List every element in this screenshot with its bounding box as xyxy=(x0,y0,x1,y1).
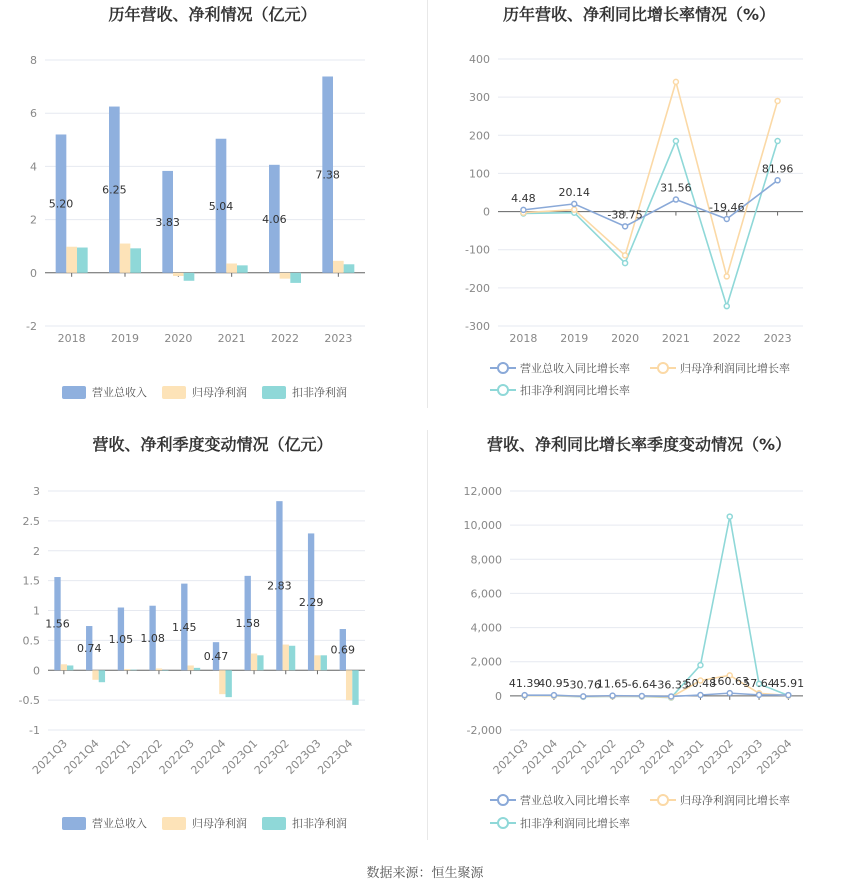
data-label: 4.06 xyxy=(262,212,287,226)
x-tick-label: 2022Q2 xyxy=(578,736,619,777)
x-tick-label: 2021Q4 xyxy=(61,736,102,777)
x-tick-label: 2023 xyxy=(324,332,353,345)
y-tick-label: 1 xyxy=(33,604,40,618)
x-tick-label: 2021 xyxy=(217,332,246,345)
y-tick-label: 300 xyxy=(469,91,490,105)
series-point xyxy=(757,692,762,697)
y-tick-label: -300 xyxy=(465,320,490,333)
series-point xyxy=(639,693,644,698)
data-label: 4.48 xyxy=(511,191,536,205)
bar-deducted-profit xyxy=(194,668,200,670)
legend-swatch xyxy=(162,817,186,830)
series-line-deducted-profit xyxy=(525,517,789,698)
x-tick-label: 2023Q4 xyxy=(315,736,356,777)
bar-parent-profit xyxy=(219,670,225,694)
bar-parent-profit xyxy=(280,273,291,279)
bar-parent-profit xyxy=(66,247,77,273)
legend-label: 归母净利润 xyxy=(192,386,247,399)
y-tick-label: 0 xyxy=(33,664,40,678)
x-tick-label: 2022Q3 xyxy=(156,736,197,777)
legend-label: 扣非净利润 xyxy=(292,817,347,830)
series-point xyxy=(623,261,628,266)
y-tick-label: 6 xyxy=(30,107,37,121)
legend-swatch xyxy=(62,386,86,399)
quarterly-growth-line-chart xyxy=(428,425,850,850)
bar-deducted-profit xyxy=(184,273,195,281)
series-point xyxy=(673,79,678,84)
data-label: 81.96 xyxy=(761,162,794,176)
y-tick-label: -2 xyxy=(26,320,37,333)
x-tick-label: 2022Q4 xyxy=(188,736,229,777)
legend-label: 归母净利润 xyxy=(192,817,247,830)
legend-swatch xyxy=(62,817,86,830)
legend-label: 营业总收入 xyxy=(92,386,147,399)
data-label: 0.47 xyxy=(203,650,229,664)
bar-parent-profit xyxy=(187,665,193,670)
y-tick-label: 2.5 xyxy=(22,514,40,528)
bar-parent-profit xyxy=(346,670,352,700)
x-tick-label: 2023Q2 xyxy=(251,736,292,777)
y-tick-label: 0 xyxy=(30,266,37,280)
y-tick-label: -100 xyxy=(465,243,490,257)
y-tick-label: 200 xyxy=(469,129,490,143)
x-tick-label: 2023Q1 xyxy=(666,736,707,777)
y-tick-label: 8,000 xyxy=(470,553,502,567)
data-label: 0.74 xyxy=(76,642,102,656)
x-tick-label: 2018 xyxy=(509,332,538,345)
y-tick-label: 4 xyxy=(30,160,37,174)
data-label: 1.58 xyxy=(235,617,260,631)
data-label: 1.08 xyxy=(140,631,165,645)
legend-label: 归母净利润同比增长率 xyxy=(680,362,790,375)
series-point xyxy=(727,691,732,696)
data-label: 20.14 xyxy=(558,185,590,199)
x-tick-label: 2022Q2 xyxy=(125,736,166,777)
legend-label: 归母净利润同比增长率 xyxy=(680,794,790,807)
series-point xyxy=(724,304,729,309)
legend-label: 扣非净利润同比增长率 xyxy=(520,384,630,397)
x-tick-label: 2022Q1 xyxy=(93,736,134,777)
bar-deducted-profit xyxy=(237,265,248,272)
y-tick-label: 400 xyxy=(469,53,490,66)
bar-deducted-profit xyxy=(352,670,358,705)
legend-swatch xyxy=(162,386,186,399)
series-point xyxy=(581,694,586,699)
legend-label: 扣非净利润同比增长率 xyxy=(520,817,630,830)
legend-label: 营业总收入同比增长率 xyxy=(520,362,630,375)
series-line-parent-profit xyxy=(523,82,777,277)
y-tick-label: 4,000 xyxy=(470,621,502,635)
bar-deducted-profit xyxy=(321,655,327,670)
x-tick-label: 2018 xyxy=(57,332,86,345)
x-tick-label: 2022 xyxy=(712,332,741,345)
series-point xyxy=(786,693,791,698)
x-tick-label: 2023Q2 xyxy=(695,736,736,777)
y-tick-label: 8 xyxy=(30,54,37,67)
x-tick-label: 2023Q3 xyxy=(283,736,324,777)
x-tick-label: 2022Q4 xyxy=(637,736,678,777)
x-tick-label: 2022Q3 xyxy=(607,736,648,777)
y-tick-label: 100 xyxy=(469,167,490,181)
bar-deducted-profit xyxy=(130,670,136,671)
data-label: 41.39 xyxy=(508,677,541,691)
data-label: 1.05 xyxy=(108,632,134,646)
bar-deducted-profit xyxy=(162,670,168,671)
data-label: 50.48 xyxy=(684,676,717,690)
series-point xyxy=(521,207,526,212)
y-tick-label: -1 xyxy=(29,724,40,737)
series-point xyxy=(623,224,628,229)
data-label: 1.45 xyxy=(172,620,197,634)
y-tick-label: -0.5 xyxy=(18,694,40,708)
annual-growth-line-chart xyxy=(428,0,850,408)
bar-deducted-profit xyxy=(226,670,232,697)
x-tick-label: 2019 xyxy=(560,332,589,345)
bar-parent-profit xyxy=(173,273,184,276)
data-label: 40.95 xyxy=(538,677,570,691)
y-tick-label: 2,000 xyxy=(470,655,502,669)
annual-growth-line-chart-svg xyxy=(428,0,850,408)
legend-label: 营业总收入 xyxy=(92,817,147,830)
data-label: -36.33 xyxy=(653,678,689,692)
series-point xyxy=(673,139,678,144)
data-label: 3.83 xyxy=(155,215,180,229)
bar-parent-profit xyxy=(283,645,289,671)
series-point xyxy=(775,98,780,103)
chart-title: 历年营收、净利同比增长率情况（%） xyxy=(502,5,776,24)
series-point xyxy=(698,663,703,668)
legend-marker xyxy=(498,818,508,828)
bar-parent-profit xyxy=(251,654,257,671)
series-point xyxy=(610,693,615,698)
annual-bar-chart xyxy=(0,0,425,408)
quarterly-bar-chart xyxy=(0,425,425,850)
legend-marker xyxy=(498,363,508,373)
bar-parent-profit xyxy=(314,655,320,670)
bar-deducted-profit xyxy=(130,248,141,272)
series-point xyxy=(724,216,729,221)
series-point xyxy=(623,253,628,258)
x-tick-label: 2020 xyxy=(164,332,193,345)
bar-deducted-profit xyxy=(289,646,295,670)
data-label: 160.63 xyxy=(710,675,749,689)
annual-bar-chart-svg xyxy=(0,0,425,408)
data-label: 0.69 xyxy=(330,643,356,657)
y-tick-label: 12,000 xyxy=(463,485,502,498)
bar-deducted-profit xyxy=(257,655,263,670)
series-point xyxy=(724,274,729,279)
x-tick-label: 2023Q3 xyxy=(725,736,766,777)
bar-deducted-profit xyxy=(67,665,73,670)
series-point xyxy=(522,693,527,698)
series-point xyxy=(727,514,732,519)
x-tick-label: 2022 xyxy=(271,332,299,345)
y-tick-label: 2 xyxy=(30,213,37,227)
y-tick-label: -2,000 xyxy=(466,724,502,737)
series-point xyxy=(572,201,577,206)
series-point xyxy=(698,692,703,697)
legend-label: 扣非净利润 xyxy=(292,386,347,399)
y-tick-label: 2 xyxy=(33,544,40,558)
bar-parent-profit xyxy=(124,669,130,670)
x-tick-label: 2023 xyxy=(763,332,792,345)
bar-parent-profit xyxy=(333,261,344,273)
bar-parent-profit xyxy=(92,670,98,680)
data-label: 2.83 xyxy=(267,579,292,593)
y-tick-label: 6,000 xyxy=(470,587,502,601)
data-label: 5.04 xyxy=(208,199,234,213)
legend-marker xyxy=(498,795,508,805)
data-label: 6.25 xyxy=(102,183,127,197)
x-tick-label: 2021Q3 xyxy=(29,736,70,777)
x-tick-label: 2021Q3 xyxy=(490,736,531,777)
data-label: 31.56 xyxy=(660,181,692,195)
x-tick-label: 2023Q1 xyxy=(220,736,261,777)
x-tick-label: 2021Q4 xyxy=(520,736,561,777)
legend-marker xyxy=(658,795,668,805)
legend-marker xyxy=(498,385,508,395)
chart-title: 历年营收、净利情况（亿元） xyxy=(108,5,317,24)
series-point xyxy=(551,693,556,698)
y-tick-label: 0.5 xyxy=(22,634,40,648)
data-label: 2.29 xyxy=(298,595,324,609)
series-point xyxy=(775,139,780,144)
chart-title: 营收、净利季度变动情况（亿元） xyxy=(92,435,333,454)
y-tick-label: 0 xyxy=(483,205,490,219)
data-label: 1.56 xyxy=(45,617,70,631)
x-tick-label: 2021 xyxy=(661,332,690,345)
quarterly-growth-line-chart-svg xyxy=(428,425,850,850)
bar-deducted-profit xyxy=(77,248,88,273)
x-tick-label: 2023Q4 xyxy=(754,736,795,777)
bar-parent-profit xyxy=(226,263,237,272)
data-label: 45.91 xyxy=(772,677,805,691)
quarterly-bar-chart-svg xyxy=(0,425,425,850)
data-label: 5.20 xyxy=(48,197,74,211)
chart-title: 营收、净利同比增长率季度变动情况（%） xyxy=(486,435,792,454)
x-tick-label: 2019 xyxy=(111,332,139,345)
data-label: -19.46 xyxy=(709,200,745,214)
bar-parent-profit xyxy=(156,668,162,670)
bar-parent-profit xyxy=(120,244,131,273)
x-tick-label: 2020 xyxy=(611,332,640,345)
data-label: 57.64 xyxy=(743,676,775,690)
y-tick-label: -200 xyxy=(465,281,490,295)
legend-swatch xyxy=(262,386,286,399)
legend-label: 营业总收入同比增长率 xyxy=(520,794,630,807)
data-source-footer: 数据来源：恒生聚源 xyxy=(366,866,484,881)
legend-swatch xyxy=(262,817,286,830)
series-point xyxy=(669,694,674,699)
y-tick-label: 10,000 xyxy=(463,519,502,533)
y-tick-label: 1.5 xyxy=(22,574,40,588)
series-point xyxy=(572,207,577,212)
series-line-deducted-profit xyxy=(523,141,777,306)
data-label: -30.76 xyxy=(565,678,601,692)
x-tick-label: 2022Q1 xyxy=(549,736,590,777)
series-point xyxy=(673,197,678,202)
bar-deducted-profit xyxy=(344,264,355,273)
data-label: 7.38 xyxy=(315,168,340,182)
legend-marker xyxy=(658,363,668,373)
data-label: -38.75 xyxy=(607,208,643,222)
data-label: -6.64 xyxy=(627,677,657,691)
series-point xyxy=(775,178,780,183)
y-tick-label: 3 xyxy=(33,485,40,498)
bar-deducted-profit xyxy=(290,273,301,283)
bar-deducted-profit xyxy=(99,670,105,682)
data-label: 11.65 xyxy=(596,677,629,691)
bar-parent-profit xyxy=(61,664,67,670)
y-tick-label: 0 xyxy=(495,689,502,703)
